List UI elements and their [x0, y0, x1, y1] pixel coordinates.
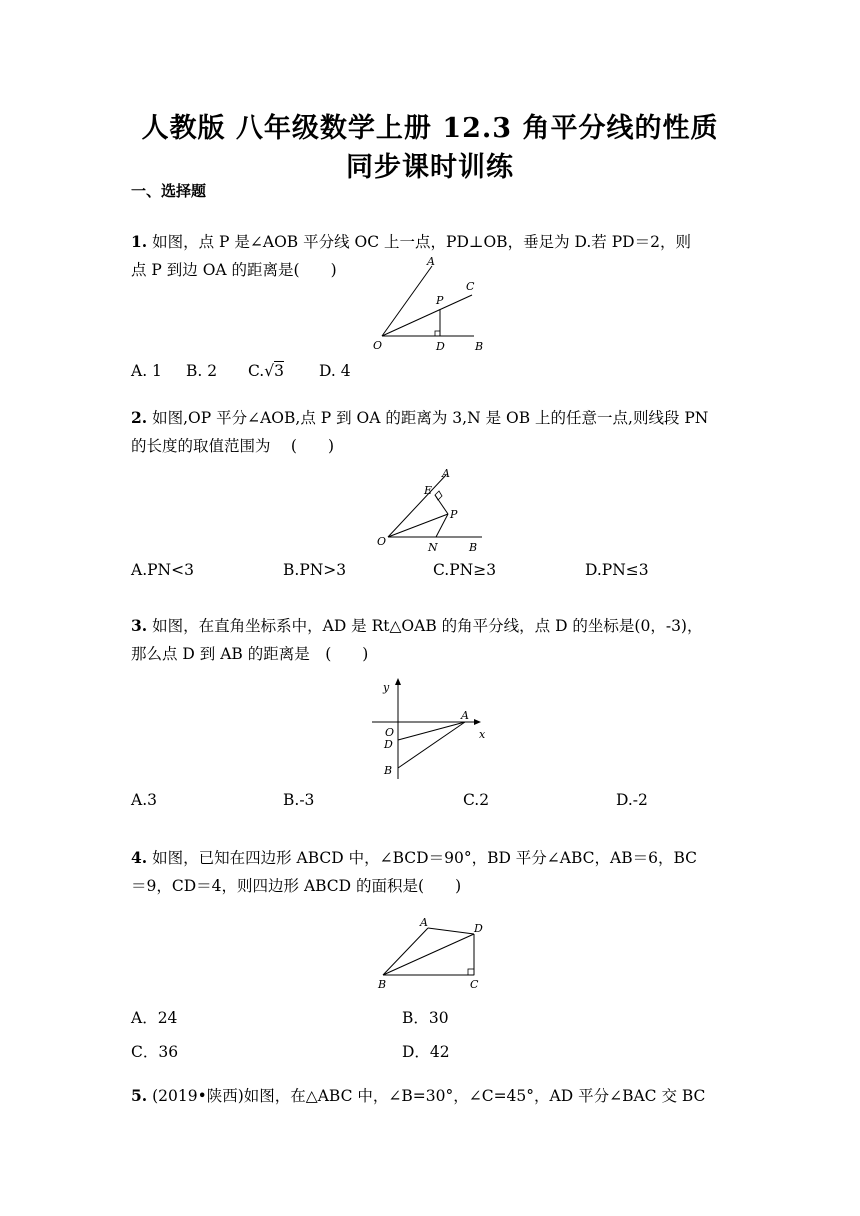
question-number: 1. [131, 232, 148, 251]
x-axis-arrow [474, 719, 481, 725]
label-d: D [384, 738, 393, 751]
label-d: D [474, 922, 483, 935]
option-b[interactable]: B.PN>3 [283, 561, 347, 579]
label-b: B [384, 764, 393, 777]
label-b: B [475, 340, 484, 353]
option-b[interactable]: B.-3 [283, 791, 315, 809]
option-c[interactable]: C.√3 [248, 362, 284, 380]
option-b[interactable]: B. 2 [186, 362, 218, 380]
option-c[interactable]: C．36 [131, 1043, 179, 1061]
option-a[interactable]: A.3 [131, 791, 157, 809]
option-c[interactable]: C.PN≥3 [433, 561, 497, 579]
question-3 [131, 612, 731, 668]
segment-da [398, 722, 465, 740]
label-a: A [461, 709, 469, 722]
label-e: E [424, 484, 433, 497]
label-y: y [383, 681, 390, 694]
label-o: O [373, 339, 383, 352]
option-a[interactable]: A．24 [131, 1009, 178, 1027]
question-text: (2019•陕西)如图，在△ABC 中，∠B=30°，∠C=45°，AD 平分∠BAC 交 BC [152, 1087, 706, 1105]
right-angle-mark [435, 331, 440, 336]
question-text: 如图,OP 平分∠AOB,点 P 到 OA 的距离为 3,N 是 OB 上的任意一点,则线段 PN [152, 409, 709, 427]
option-a[interactable]: A.PN<3 [131, 561, 194, 579]
label-a: A [442, 467, 450, 480]
question-text: 如图，点 P 是∠AOB 平分线 OC 上一点，PD⊥OB，垂足为 D.若 PD＝2，则 [152, 233, 691, 251]
question-number: 4. [131, 848, 148, 867]
question-2 [131, 404, 731, 460]
document-title-line2: 同步课时训练 [346, 152, 514, 183]
label-o: O [385, 726, 395, 739]
radicand: 3 [274, 362, 284, 380]
segment-ad [428, 928, 474, 934]
question-number: 5. [131, 1086, 148, 1105]
option-b[interactable]: B．30 [402, 1009, 449, 1027]
figure-1 [368, 252, 498, 357]
option-d[interactable]: D. 4 [319, 362, 351, 380]
option-c[interactable]: C.2 [463, 791, 490, 809]
section-heading: 一、选择题 [131, 182, 207, 200]
question-number: 2. [131, 408, 148, 427]
ray-oc [382, 295, 472, 336]
label-n: N [428, 541, 438, 554]
option-a[interactable]: A. 1 [131, 362, 162, 380]
document-title-line1: 人教版 八年级数学上册 12.3 角平分线的性质 [141, 113, 719, 144]
right-angle-mark [468, 969, 474, 975]
label-c: C [470, 978, 479, 991]
question-text: 点 P 到边 OA 的距离是( ) [131, 261, 337, 279]
label-o: O [377, 535, 387, 548]
segment-op [388, 514, 448, 537]
label-p: P [436, 294, 444, 307]
label-p: P [450, 508, 458, 521]
segment-ba [383, 928, 428, 975]
label-d: D [436, 340, 445, 353]
ray-oa [382, 266, 432, 336]
option-d[interactable]: D.PN≤3 [585, 561, 649, 579]
segment-bd [383, 934, 474, 975]
label-b: B [469, 541, 478, 554]
segment-ba [398, 722, 465, 768]
figure-2 [372, 466, 492, 556]
question-text: ＝9，CD＝4，则四边形 ABCD 的面积是( ) [131, 877, 462, 895]
y-axis-arrow [395, 678, 401, 685]
radical-sign: √ [264, 362, 275, 380]
question-text: 的长度的取值范围为 ( ) [131, 437, 335, 455]
question-number: 3. [131, 616, 148, 635]
option-d[interactable]: D．42 [402, 1043, 450, 1061]
figure-3 [368, 676, 498, 786]
label-b: B [378, 978, 387, 991]
question-text: 如图，已知在四边形 ABCD 中，∠BCD＝90°，BD 平分∠ABC，AB＝6，BC [152, 849, 698, 867]
ray-oa [388, 475, 446, 537]
label-a: A [420, 916, 428, 929]
question-text: 那么点 D 到 AB 的距离是 ( ) [131, 645, 369, 663]
question-text: 如图，在直角坐标系中，AD 是 Rt△OAB 的角平分线，点 D 的坐标是(0，-3)， [152, 617, 703, 635]
option-d[interactable]: D.-2 [616, 791, 648, 809]
label-x: x [479, 728, 486, 741]
label-c: C [466, 280, 475, 293]
figure-4 [372, 914, 492, 994]
label-a: A [427, 255, 435, 268]
question-4 [131, 844, 731, 900]
right-angle-mark [435, 491, 442, 500]
question-5 [131, 1082, 731, 1110]
